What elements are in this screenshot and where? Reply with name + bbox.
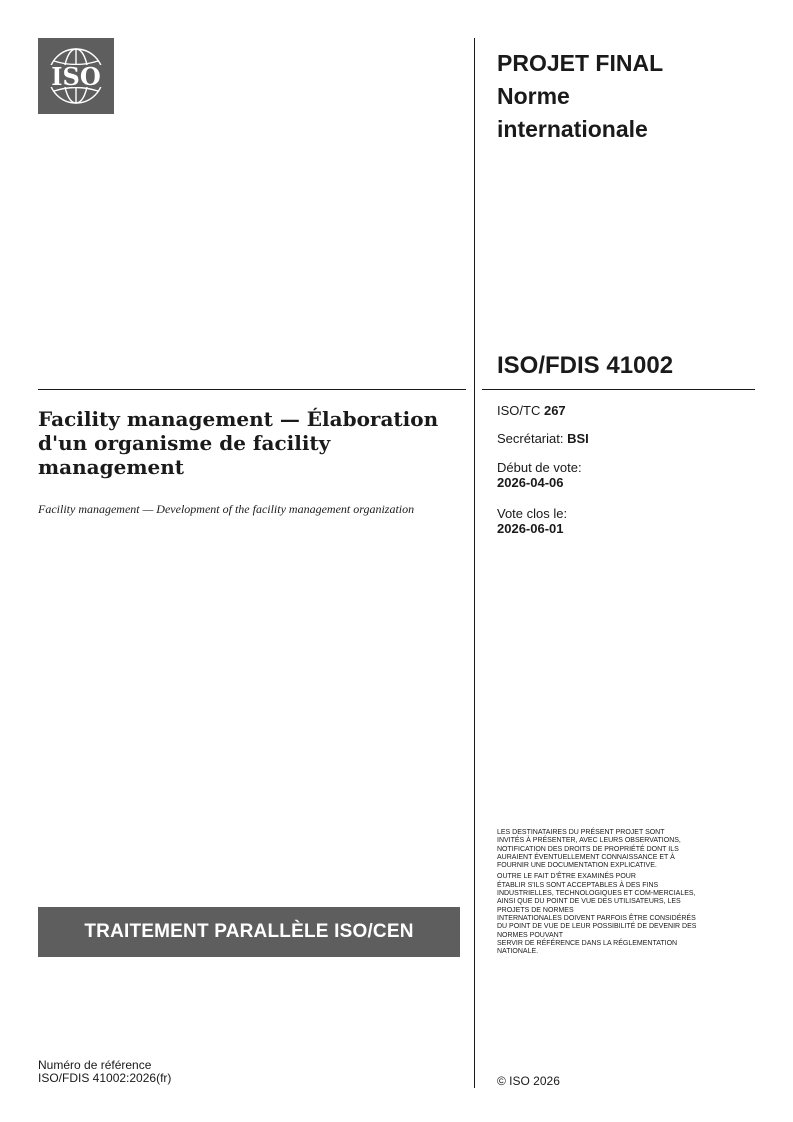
vote-start <box>497 460 582 490</box>
technical-committee <box>497 403 566 418</box>
document-stage <box>497 47 757 146</box>
iso-globe-icon <box>38 38 114 114</box>
document-id: ISO/FDIS 41002 <box>497 352 674 379</box>
tc-number: 267 <box>543 403 566 418</box>
secretariat-value: BSI <box>567 431 589 446</box>
reference-value: ISO/FDIS 41002:2026(fr) <box>38 1071 172 1085</box>
parallel-processing-banner <box>38 907 460 957</box>
vote-start-date: 2026-04-06 <box>497 475 564 490</box>
stage-line-1: PROJET FINAL <box>497 50 664 76</box>
stage-line-2: Norme <box>497 83 570 109</box>
secretariat-label: Secrétariat: <box>497 431 564 446</box>
logo-text: ISO <box>51 62 101 91</box>
secretariat <box>497 431 589 446</box>
vote-start-label: Début de vote: <box>497 460 582 475</box>
vertical-divider <box>474 38 475 1088</box>
copyright: © ISO 2026 <box>497 1074 560 1088</box>
horizontal-rule-left <box>38 389 466 390</box>
iso-logo <box>38 38 114 114</box>
title-english: Facility management — Development of the facility management organization <box>38 502 415 516</box>
notice-paragraph-1: LES DESTINATAIRES DU PRÉSENT PROJET SONT INVITÉS À PRÉSENTER, AVEC LEURS OBSERVATIONS, NOTIFICATION DES DROITS DE PROPRIÉTÉ DONT ILS AURAIENT ÉVENTUELLEMENT CONNAISSANCE ET À FOURNIR UNE DOCUMENTATION EXPLICATIVE. <box>497 829 681 870</box>
tc-label: ISO/TC <box>497 403 541 418</box>
recipients-notice <box>497 829 759 959</box>
horizontal-rule-right <box>482 389 755 390</box>
banner-text: TRAITEMENT PARALLÈLE ISO/CEN <box>84 921 414 942</box>
vote-end-date: 2026-06-01 <box>497 521 564 536</box>
notice-paragraph-2: OUTRE LE FAIT D'ÊTRE EXAMINÉS POUR ÉTABLIR S'ILS SONT ACCEPTABLES À DES FINS INDUSTRIELLES, TECHNOLOGIQUES ET COM-MERCIALES, AINSI QUE DU POINT DE VUE DES UTILISATEURS, LES PROJETS DE NORMES INTERNATIONALES DOIVENT PARFOIS ÊTRE CONSIDÉRÉS DU POINT DE VUE DE LEUR POSSIBILITÉ DE DEVENIR DES NORMES POUVANT SERVIR DE RÉFÉRENCE DANS LA RÉGLEMENTATION NATIONALE. <box>497 873 697 956</box>
reference-number <box>38 1059 171 1085</box>
reference-label: Numéro de référence <box>38 1058 152 1072</box>
vote-end <box>497 506 567 536</box>
stage-line-3: internationale <box>497 116 648 142</box>
vote-end-label: Vote clos le: <box>497 506 568 521</box>
title-french: Facility management — Élaboration d'un organisme de facility management <box>38 407 439 479</box>
